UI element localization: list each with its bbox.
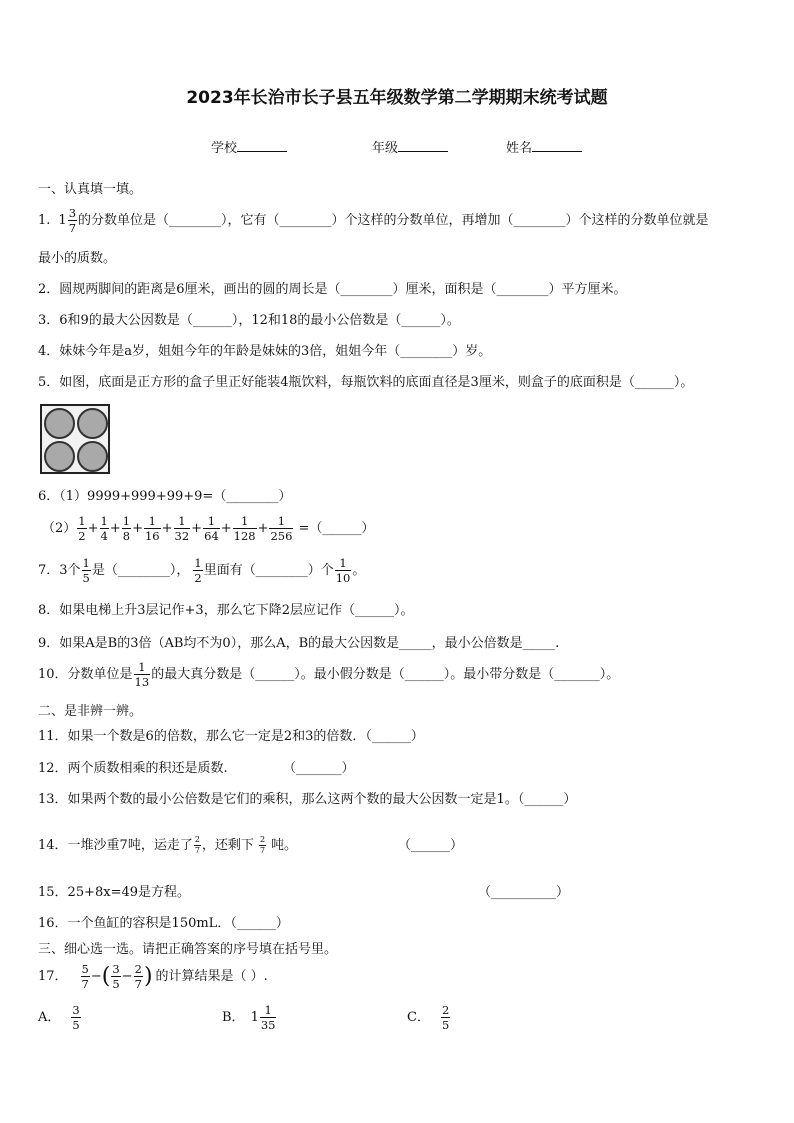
section-heading: 一、认真填一填。 — [38, 182, 143, 197]
question-5: 5．如图，底面是正方形的盒子里正好能装4瓶饮料，每瓶饮料的底面直径是3厘米，则盒子的底面积是（______）。 — [38, 375, 694, 390]
question-6-part2 — [42, 515, 374, 542]
question-12: 12．两个质数相乘的积还是质数. — [38, 761, 228, 776]
question-17 — [38, 963, 268, 990]
question-number: 17． — [38, 969, 68, 985]
bottle-circle — [77, 408, 108, 439]
grade-field[interactable] — [372, 141, 448, 155]
bottle-circle — [44, 408, 75, 439]
option-a[interactable] — [38, 1004, 82, 1031]
question-14 — [38, 836, 297, 856]
option-c[interactable] — [407, 1004, 451, 1031]
plus-operator: + — [191, 521, 203, 537]
option-label: A． — [38, 1010, 61, 1026]
fraction: $\frac{2}{5}$ — [441, 1003, 450, 1033]
fraction: $\frac{1}{128}$ — [233, 514, 256, 544]
question-2: 2．圆规两脚间的距离是6厘米，画出的圆的周长是（________）厘米，面积是（________）平方厘米。 — [38, 282, 627, 297]
question-3: 3．6和9的最大公因数是（______），12和18的最小公倍数是（______）。 — [38, 313, 460, 328]
question-number: 1. — [38, 213, 51, 229]
operator: − — [90, 969, 102, 985]
question-text: 是（________）， — [91, 563, 190, 579]
fraction: $\frac{1}{256}$ — [270, 514, 293, 544]
fraction: $\frac{1}{32}$ — [174, 514, 190, 544]
school-field[interactable] — [211, 141, 287, 155]
fraction: $\frac{1}{2}$ — [194, 556, 202, 586]
question-11: 11．如果一个数是6的倍数，那么它一定是2和3的倍数．（______） — [38, 729, 424, 744]
fraction: $\frac{3}{5}$ — [72, 1003, 80, 1033]
fraction: $\frac{1}{5}$ — [82, 556, 90, 586]
plus-operator: + — [132, 521, 143, 537]
question-text: 的计算结果是（ ）. — [155, 969, 268, 985]
question-text: 的最大真分数是（______）。最小假分数是（______）。最小带分数是（_______）。 — [151, 667, 620, 683]
fraction: $\frac{1}{35}$ — [260, 1003, 276, 1033]
fraction: $\frac{1}{8}$ — [122, 514, 131, 544]
question-16: 16．一个鱼缸的容积是150mL．（______） — [38, 916, 289, 931]
fraction: $\frac{1}{13}$ — [134, 660, 150, 690]
option-b[interactable] — [222, 1004, 277, 1031]
question-15: 15．25+8x=49是方程。 — [38, 885, 191, 900]
question-text: 10．分数单位是 — [38, 667, 133, 683]
answer-paren: （______） — [398, 838, 464, 853]
fraction: $\frac{1}{10}$ — [335, 556, 351, 586]
plus-operator: + — [87, 521, 99, 537]
fraction-sum — [76, 515, 294, 542]
question-10 — [38, 661, 619, 688]
mixed-whole: 1 — [58, 213, 67, 229]
fraction: $\frac{1}{4}$ — [100, 514, 108, 544]
paren: ) — [143, 963, 153, 989]
question-text: 。 — [352, 563, 366, 579]
fraction: $\frac{1}{64}$ — [204, 514, 219, 544]
fraction: $\frac{3}{5}$ — [112, 962, 120, 992]
question-text: 7．3个 — [38, 563, 81, 579]
section-heading: 三、细心选一选。请把正确答案的序号填在括号里。 — [38, 942, 338, 957]
operator: − — [121, 969, 133, 985]
fraction: $\frac{3}{7}$ — [68, 206, 77, 236]
question-text: ，还剩下 — [201, 838, 254, 854]
question-text: 吨。 — [271, 838, 298, 854]
answer-paren: （__________） — [478, 885, 570, 900]
grade-label: 年级 — [372, 141, 399, 156]
fraction: $\frac{1}{2}$ — [78, 514, 86, 544]
question-7 — [38, 557, 365, 584]
paren: ( — [101, 963, 111, 989]
plus-operator: + — [161, 521, 173, 537]
question-text: 里面有（________）个 — [203, 563, 334, 579]
option-label: B． — [222, 1010, 245, 1026]
mixed-whole: 1 — [250, 1010, 259, 1026]
question-13: 13．如果两个数的最小公倍数是它们的乘积，那么这两个数的最大公因数一定是1。（______） — [38, 792, 577, 807]
bottle-circle — [44, 441, 75, 472]
question-6-part1: 6．（1）9999+999+99+9=（________） — [38, 489, 292, 504]
plus-operator: + — [220, 521, 232, 537]
name-field[interactable] — [506, 141, 582, 155]
question-4: 4．妹妹今年是a岁，姐姐今年的年龄是妹妹的3倍，姐姐今年（________）岁。 — [38, 344, 492, 359]
plus-operator: + — [257, 521, 269, 537]
question-1 — [38, 207, 709, 234]
fraction: $\frac{2}{7}$ — [134, 962, 142, 992]
box-figure — [40, 404, 110, 474]
fraction: $\frac{1}{16}$ — [144, 514, 160, 544]
question-tail: =（______） — [298, 521, 375, 537]
name-label: 姓名 — [506, 141, 533, 156]
question-9: 9．如果A是B的3倍（AB均不为0），那么A，B的最大公因数是_____，最小公倍数是_____. — [38, 636, 560, 651]
question-text: 的分数单位是（________），它有（________）个这样的分数单位，再增加（________）个这样的分数单位就是 — [78, 213, 709, 229]
page-title: 2023年长治市长子县五年级数学第二学期期末统考试题 — [186, 88, 608, 108]
bottle-circle — [77, 441, 108, 472]
part-label: （2） — [42, 521, 77, 537]
school-label: 学校 — [211, 141, 238, 156]
question-1-line2: 最小的质数。 — [38, 251, 117, 266]
question-8: 8．如果电梯上升3层记作+3，那么它下降2层应记作（______）。 — [38, 603, 414, 618]
fraction: $\frac{5}{7}$ — [81, 962, 89, 992]
answer-paren: （_______） — [283, 761, 355, 776]
fraction: $\frac{2}{7}$ — [194, 835, 200, 856]
fraction: $\frac{2}{7}$ — [259, 835, 266, 856]
section-heading: 二、是非辨一辨。 — [38, 704, 143, 719]
option-label: C． — [407, 1010, 430, 1026]
question-text: 14．一堆沙重7吨，运走了 — [38, 838, 193, 854]
plus-operator: + — [109, 521, 121, 537]
